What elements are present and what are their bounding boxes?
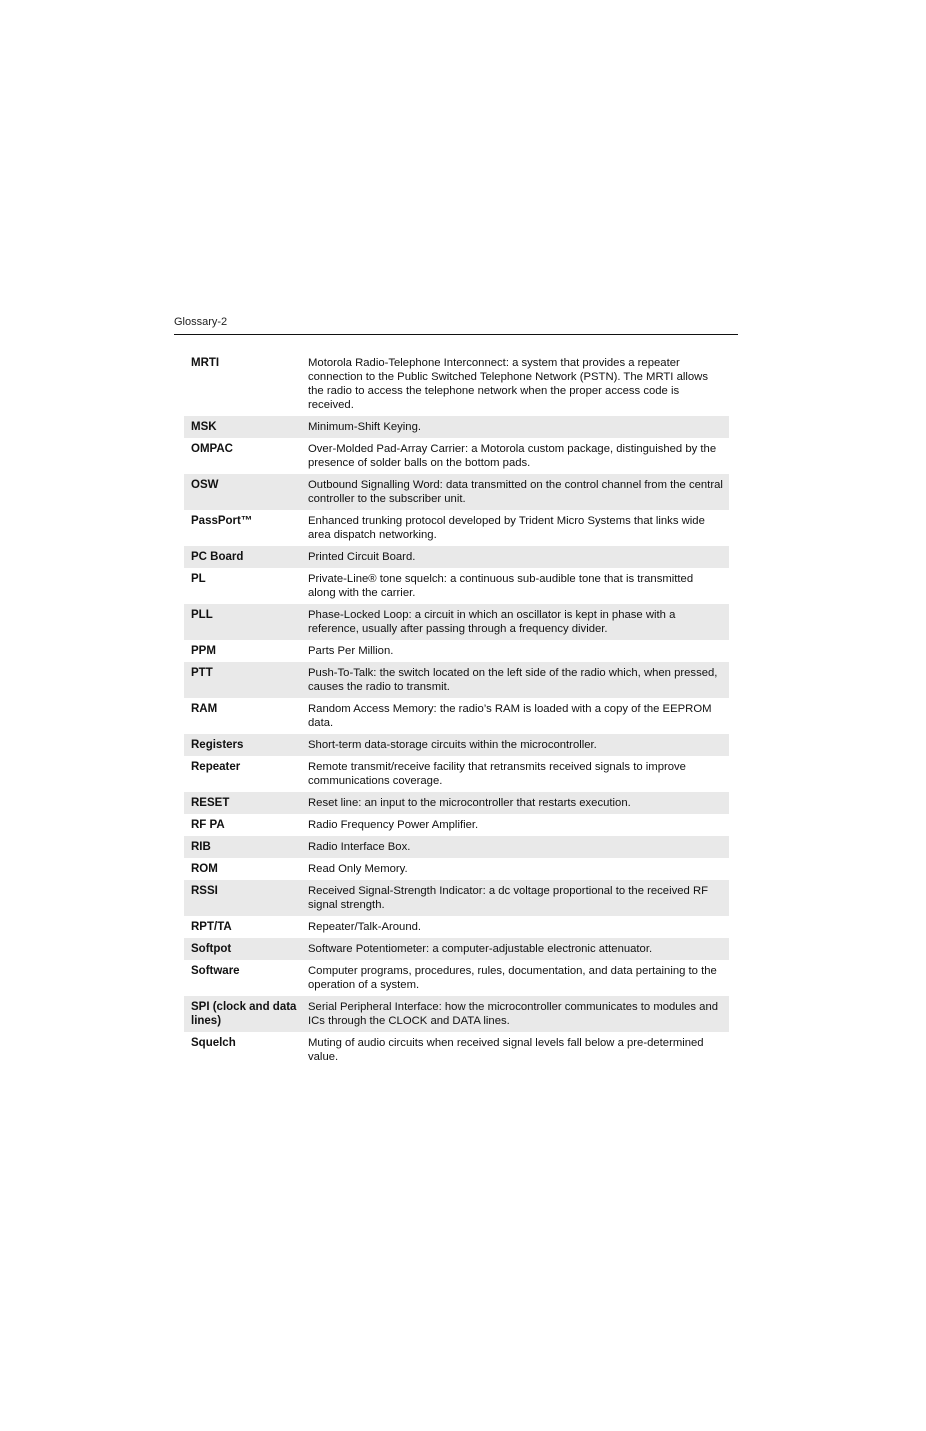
glossary-row [184,960,729,996]
glossary-definition: Reset line: an input to the microcontroller that restarts execution. [308,797,631,809]
glossary-row [184,438,729,474]
glossary-term: MRTI [191,357,220,369]
glossary-definition: Motorola Radio-Telephone Interconnect: a system that provides a repeater connection to the Public Switched Telephone Network (PSTN). The MRTI allows the radio to access the telephone network when the proper access code is received. [308,357,708,411]
glossary-row [184,510,729,546]
glossary-row [184,604,729,640]
glossary-term: RIB [191,841,211,853]
glossary-row [184,734,729,756]
glossary-term: Repeater [191,761,241,773]
glossary-definition: Received Signal-Strength Indicator: a dc voltage proportional to the received RF signal strength. [308,885,709,911]
glossary-row [184,1032,729,1068]
header-rule [174,334,738,335]
glossary-row [184,938,729,960]
glossary-row [184,546,729,568]
glossary-row [184,416,729,438]
glossary-definition: Outbound Signalling Word: data transmitted on the control channel from the central controller to the subscriber unit. [308,479,723,505]
glossary-definition: Printed Circuit Board. [308,551,416,563]
glossary-definition: Over-Molded Pad-Array Carrier: a Motorola custom package, distinguished by the presence of solder balls on the bottom pads. [308,443,717,469]
glossary-definition: Computer programs, procedures, rules, documentation, and data pertaining to the operation of a system. [308,965,717,991]
glossary-table [184,352,729,1068]
glossary-term: SPI (clock and data lines) [191,1001,297,1027]
glossary-row [184,352,729,416]
glossary-term: RSSI [191,885,218,897]
glossary-row [184,698,729,734]
glossary-definition: Remote transmit/receive facility that retransmits received signals to improve communications coverage. [308,761,686,787]
glossary-definition: Private-Line® tone squelch: a continuous sub-audible tone that is transmitted along with the carrier. [308,573,694,599]
glossary-term: Software [191,965,240,977]
glossary-term: PLL [191,609,213,621]
glossary-row [184,640,729,662]
glossary-term: OMPAC [191,443,233,455]
glossary-row [184,792,729,814]
glossary-row [184,756,729,792]
glossary-row [184,858,729,880]
glossary-row [184,568,729,604]
glossary-row [184,662,729,698]
glossary-term: Registers [191,739,244,751]
glossary-term: Squelch [191,1037,236,1049]
glossary-definition: Minimum-Shift Keying. [308,421,422,433]
glossary-row [184,836,729,858]
glossary-term: PassPort™ [191,515,253,527]
glossary-definition: Enhanced trunking protocol developed by Trident Micro Systems that links wide area dispatch networking. [308,515,705,541]
glossary-term: RPT/TA [191,921,232,933]
glossary-definition: Muting of audio circuits when received signal levels fall below a pre-determined value. [308,1037,704,1063]
glossary-term: RF PA [191,819,225,831]
glossary-term: PTT [191,667,213,679]
glossary-row [184,916,729,938]
glossary-term: ROM [191,863,218,875]
glossary-term: PL [191,573,206,585]
glossary-row [184,814,729,836]
glossary-term: PC Board [191,551,244,563]
glossary-term: MSK [191,421,217,433]
glossary-definition: Random Access Memory: the radio’s RAM is loaded with a copy of the EEPROM data. [308,703,712,729]
glossary-term: Softpot [191,943,232,955]
glossary-definition: Repeater/Talk-Around. [308,921,422,933]
glossary-definition: Parts Per Million. [308,645,394,657]
glossary-definition: Serial Peripheral Interface: how the microcontroller communicates to modules and ICs through the CLOCK and DATA lines. [308,1001,719,1027]
glossary-definition: Radio Interface Box. [308,841,411,853]
glossary-term: PPM [191,645,216,657]
glossary-row [184,474,729,510]
page-header: Glossary-2 [174,316,228,328]
glossary-row [184,996,729,1032]
glossary-definition: Phase-Locked Loop: a circuit in which an oscillator is kept in phase with a reference, usually after passing through a frequency divider. [308,609,676,635]
glossary-definition: Radio Frequency Power Amplifier. [308,819,479,831]
glossary-definition: Push-To-Talk: the switch located on the left side of the radio which, when pressed, causes the radio to transmit. [308,667,718,693]
glossary-term: RAM [191,703,218,715]
glossary-term: OSW [191,479,219,491]
glossary-definition: Software Potentiometer: a computer-adjustable electronic attenuator. [308,943,653,955]
glossary-definition: Short-term data-storage circuits within the microcontroller. [308,739,597,751]
glossary-term: RESET [191,797,230,809]
glossary-row [184,880,729,916]
glossary-definition: Read Only Memory. [308,863,408,875]
